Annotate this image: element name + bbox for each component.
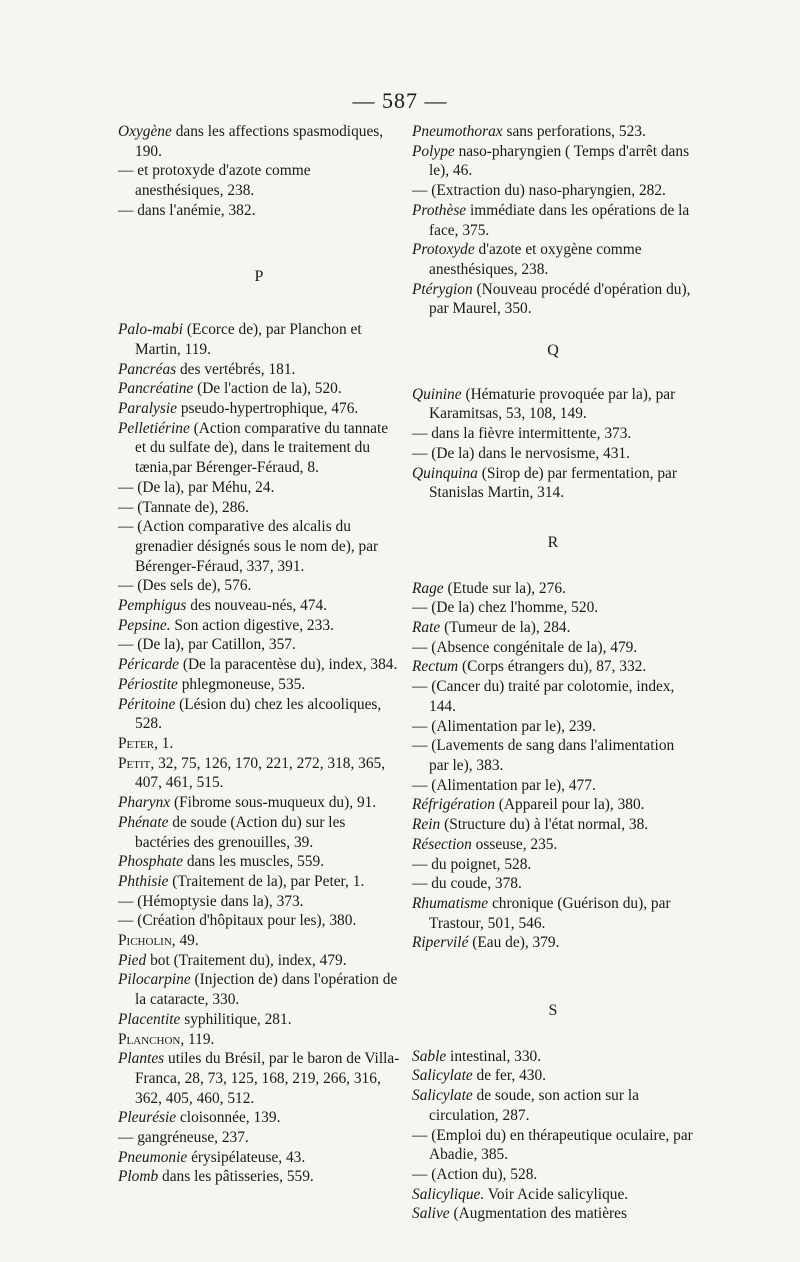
- entry-term: Pemphigus: [118, 597, 187, 615]
- entry-text: Son action digestive, 233.: [170, 616, 334, 634]
- entry-text: (Tumeur de la), 284.: [440, 619, 571, 637]
- index-entry: [118, 360, 400, 380]
- index-entry: [412, 1185, 694, 1205]
- index-entry: [118, 911, 400, 931]
- entry-text: , 119.: [180, 1030, 215, 1048]
- index-entry: [118, 122, 400, 161]
- index-entry: [412, 894, 694, 933]
- index-entry: [412, 598, 694, 618]
- index-entry: [118, 1010, 400, 1030]
- entry-text: — (De la), par Méhu, 24.: [118, 478, 275, 496]
- entry-text: des nouveau-nés, 474.: [186, 597, 328, 615]
- index-entry: [412, 835, 694, 855]
- index-entry: [118, 931, 400, 951]
- entry-text: utiles du Brésil, par le baron de Villa-Franca, 28, 73, 125, 168, 219, 266, 316, 362, 405, 460, 512.: [135, 1050, 400, 1107]
- entry-text: — (De la) dans le nervosisme, 431.: [412, 444, 630, 462]
- index-entry: [412, 855, 694, 875]
- entry-text: (Structure du) à l'état normal, 38.: [440, 816, 649, 834]
- entry-term: Paralysie: [118, 400, 177, 418]
- entry-term: Périostite: [118, 675, 178, 693]
- entry-term: Pancréas: [118, 360, 177, 378]
- entry-text: d'azote et oxygène comme anesthésiques, 238.: [429, 241, 642, 278]
- index-entry: [412, 717, 694, 737]
- entry-term: Résection: [412, 835, 472, 853]
- index-entry: [412, 181, 694, 201]
- entry-term: Salicylate: [412, 1067, 473, 1085]
- entry-term: Réfrigération: [412, 796, 495, 814]
- index-entry: [118, 754, 400, 793]
- index-entry: [118, 635, 400, 655]
- entry-term: Rage: [412, 579, 444, 597]
- index-entry: [118, 161, 400, 200]
- entry-term: Pilocarpine: [118, 971, 191, 989]
- index-entry: [412, 933, 694, 953]
- index-entry: [118, 695, 400, 734]
- entry-term: Rein: [412, 816, 441, 834]
- entry-term: Placentite: [118, 1010, 181, 1028]
- entry-text: sans perforations, 523.: [502, 123, 646, 140]
- entry-text: — dans l'anémie, 382.: [118, 201, 256, 219]
- entry-term: Polype: [412, 142, 455, 160]
- entry-text: — (Action comparative des alcalis du grenadier désignés sous le nom de), par Bérenger-Féraud, 337, 391.: [118, 518, 379, 575]
- index-entry: [412, 201, 694, 240]
- entry-text: — (Extraction du) naso-pharyngien, 282.: [412, 182, 666, 200]
- entry-text: — gangréneuse, 237.: [118, 1129, 249, 1147]
- entry-term: Pleurésie: [118, 1109, 177, 1127]
- entry-term: Salicylique.: [412, 1185, 485, 1203]
- entry-text: , 49.: [171, 932, 199, 950]
- index-entry: [412, 385, 694, 424]
- index-entry: [118, 655, 400, 675]
- index-entry: [412, 1204, 694, 1224]
- entry-text: — (Des sels de), 576.: [118, 577, 252, 595]
- entry-text: — (Cancer du) traité par colotomie, index, 144.: [412, 678, 675, 715]
- entry-text: (Corps étrangers du), 87, 332.: [458, 658, 647, 676]
- entry-term: Ptérygion: [412, 280, 473, 298]
- index-entry: [118, 1167, 400, 1187]
- index-entry: [412, 677, 694, 716]
- entry-term: Plomb: [118, 1168, 159, 1186]
- entry-term: Ripervilé: [412, 934, 469, 952]
- entry-text: dans les muscles, 559.: [182, 853, 325, 871]
- entry-term: Péritoine: [118, 695, 176, 713]
- entry-term: Pepsine.: [118, 616, 171, 634]
- entry-term: Rate: [412, 619, 441, 637]
- entry-text: de fer, 430.: [472, 1067, 547, 1085]
- index-entry: [412, 815, 694, 835]
- entry-term: Salicylate: [412, 1087, 473, 1105]
- entry-term: Planchon: [118, 1030, 181, 1048]
- section-letter: Q: [547, 342, 559, 360]
- entry-term: Rectum: [412, 658, 459, 676]
- entry-term: Pneumothorax: [412, 123, 503, 140]
- entry-text: de soude (Action du) sur les bactéries des grenouilles, 39.: [135, 813, 346, 851]
- index-entry: [118, 498, 400, 518]
- entry-term: Picholin: [118, 932, 172, 950]
- entry-term: Sable: [412, 1047, 447, 1065]
- entry-text: — (Tannate de), 286.: [118, 498, 249, 516]
- entry-term: Prothèse: [412, 201, 467, 219]
- index-entry: [118, 734, 400, 754]
- entry-text: (Action comparative du tannate et du sulfate de), dans le traitement du tænia,par Bérenger-Féraud, 8.: [135, 419, 389, 477]
- entry-text: , 32, 75, 126, 170, 221, 272, 318, 365, 407, 461, 515.: [135, 754, 386, 792]
- entry-text: — (Création d'hôpitaux pour les), 380.: [118, 912, 357, 930]
- entry-text: syphilitique, 281.: [180, 1010, 292, 1028]
- entry-text: — (Emploi du) en thérapeutique oculaire, par Abadie, 385.: [412, 1126, 693, 1164]
- entry-term: Quinquina: [412, 464, 478, 482]
- entry-term: Palo-mabi: [118, 321, 183, 339]
- entry-text: intestinal, 330.: [446, 1047, 542, 1065]
- entry-text: (De l'action de la), 520.: [193, 380, 342, 398]
- entry-text: — du poignet, 528.: [412, 855, 532, 873]
- index-entry: [118, 813, 400, 852]
- entry-term: Phénate: [118, 813, 169, 831]
- entry-term: Plantes: [118, 1050, 165, 1068]
- entry-text: — (Absence congénitale de la), 479.: [412, 638, 638, 656]
- entry-term: Péricarde: [118, 656, 179, 674]
- entry-text: (Augmentation des matières: [449, 1205, 627, 1223]
- index-entry: [412, 874, 694, 894]
- index-entry: [412, 1165, 694, 1185]
- entry-text: , 1.: [154, 734, 174, 752]
- entry-text: — (Alimentation par le), 239.: [412, 717, 596, 735]
- entry-term: Pancréatine: [118, 380, 194, 398]
- entry-text: (Sirop de) par fermentation, par Stanislas Martin, 314.: [429, 464, 677, 502]
- entry-text: — dans la fièvre intermittente, 373.: [412, 425, 632, 443]
- entry-text: pseudo-hypertrophique, 476.: [177, 400, 359, 418]
- index-entry: [412, 736, 694, 775]
- section-letter: S: [548, 1002, 558, 1020]
- index-column-left: [118, 122, 400, 1187]
- index-entry: [118, 1030, 400, 1050]
- index-entry: [412, 240, 694, 279]
- index-entry: [118, 201, 400, 221]
- index-entry: [118, 872, 400, 892]
- entry-term: Oxygène: [118, 123, 172, 140]
- index-entry: [118, 951, 400, 971]
- entry-term: Petit: [118, 754, 151, 772]
- entry-text: naso-pharyngien ( Temps d'arrêt dans le), 46.: [429, 142, 690, 180]
- entry-term: Phosphate: [118, 853, 183, 871]
- index-column-right: [412, 122, 694, 1224]
- entry-term: Pelletiérine: [118, 419, 190, 437]
- section-letter: R: [547, 533, 559, 551]
- entry-text: chronique (Guérison du), par Trastour, 501, 546.: [429, 894, 671, 932]
- index-entry: [412, 657, 694, 677]
- index-entry: [118, 517, 400, 576]
- entry-text: de soude, son action sur la circulation, 287.: [429, 1087, 639, 1124]
- index-entry: [118, 1108, 400, 1128]
- index-entry: [412, 776, 694, 796]
- entry-text: (Fibrome sous-muqueux du), 91.: [170, 794, 377, 812]
- entry-text: — (Hémoptysie dans la), 373.: [118, 892, 304, 910]
- entry-text: (Traitement de la), par Peter, 1.: [168, 872, 365, 890]
- entry-text: — (Action du), 528.: [412, 1165, 538, 1183]
- section-letter: P: [254, 267, 264, 285]
- entry-term: Pied: [118, 951, 147, 969]
- index-entry: [412, 1126, 694, 1165]
- entry-term: Peter: [118, 734, 155, 752]
- entry-text: (Ecorce de), par Planchon et Martin, 119.: [135, 321, 362, 358]
- index-entry: [412, 464, 694, 503]
- index-entry: [118, 1049, 400, 1108]
- entry-text: dans les pâtisseries, 559.: [158, 1168, 314, 1186]
- index-entry: [118, 616, 400, 636]
- index-entry: [118, 419, 400, 478]
- entry-term: Quinine: [412, 385, 462, 403]
- index-entry: [412, 618, 694, 638]
- entry-text: érysipélateuse, 43.: [187, 1148, 306, 1166]
- entry-text: phlegmoneuse, 535.: [177, 675, 306, 693]
- index-entry: [118, 1148, 400, 1168]
- index-entry: [118, 675, 400, 695]
- entry-text: immédiate dans les opérations de la face, 375.: [429, 201, 690, 239]
- index-entry: [118, 399, 400, 419]
- entry-text: (Nouveau procédé d'opération du), par Maurel, 350.: [429, 280, 691, 318]
- index-entry: [118, 320, 400, 359]
- entry-text: Voir Acide salicylique.: [484, 1185, 629, 1203]
- index-entry: [118, 852, 400, 872]
- index-entry: [412, 638, 694, 658]
- index-entry: [412, 444, 694, 464]
- index-entry: [118, 1128, 400, 1148]
- entry-text: (Etude sur la), 276.: [443, 579, 566, 597]
- index-entry: [412, 280, 694, 319]
- entry-text: cloisonnée, 139.: [176, 1109, 281, 1127]
- index-entry: [412, 122, 694, 142]
- entry-text: (Lésion du) chez les alcooliques, 528.: [135, 695, 382, 733]
- entry-text: (Injection de) dans l'opération de la cataracte, 330.: [135, 971, 398, 1009]
- entry-text: (Hématurie provoquée par la), par Karamitsas, 53, 108, 149.: [429, 385, 676, 423]
- entry-text: — (De la), par Catillon, 357.: [118, 636, 296, 654]
- index-entry: [118, 596, 400, 616]
- index-entry: [118, 478, 400, 498]
- index-entry: [118, 576, 400, 596]
- index-entry: [118, 892, 400, 912]
- index-entry: [118, 970, 400, 1009]
- index-entry: [118, 379, 400, 399]
- entry-text: — du coude, 378.: [412, 875, 522, 893]
- entry-term: Rhumatisme: [412, 894, 489, 912]
- entry-text: — (Alimentation par le), 477.: [412, 776, 596, 794]
- entry-term: Phthisie: [118, 872, 169, 890]
- entry-text: bot (Traitement du), index, 479.: [146, 951, 347, 969]
- entry-text: (De la paracentèse du), index, 384.: [178, 656, 398, 674]
- index-entry: [412, 579, 694, 599]
- entry-text: dans les affections spasmodiques, 190.: [135, 123, 384, 160]
- index-entry: [412, 1086, 694, 1125]
- index-entry: [412, 142, 694, 181]
- entry-text: (Eau de), 379.: [468, 934, 560, 952]
- index-entry: [412, 795, 694, 815]
- entry-text: — et protoxyde d'azote comme anesthésiques, 238.: [118, 162, 311, 200]
- page-number: — 587 —: [352, 88, 448, 113]
- entry-term: Salive: [412, 1205, 450, 1223]
- index-entry: [412, 424, 694, 444]
- entry-text: osseuse, 235.: [471, 835, 558, 853]
- entry-text: — (Lavements de sang dans l'alimentation par le), 383.: [412, 737, 675, 774]
- entry-text: des vertébrés, 181.: [176, 360, 296, 378]
- entry-term: Pneumonie: [118, 1148, 188, 1166]
- entry-term: Pharynx: [118, 794, 171, 812]
- entry-text: — (De la) chez l'homme, 520.: [412, 599, 599, 617]
- index-entry: [412, 1047, 694, 1067]
- entry-term: Protoxyde: [412, 241, 475, 259]
- index-entry: [118, 793, 400, 813]
- entry-text: (Appareil pour la), 380.: [494, 796, 645, 814]
- index-entry: [412, 1066, 694, 1086]
